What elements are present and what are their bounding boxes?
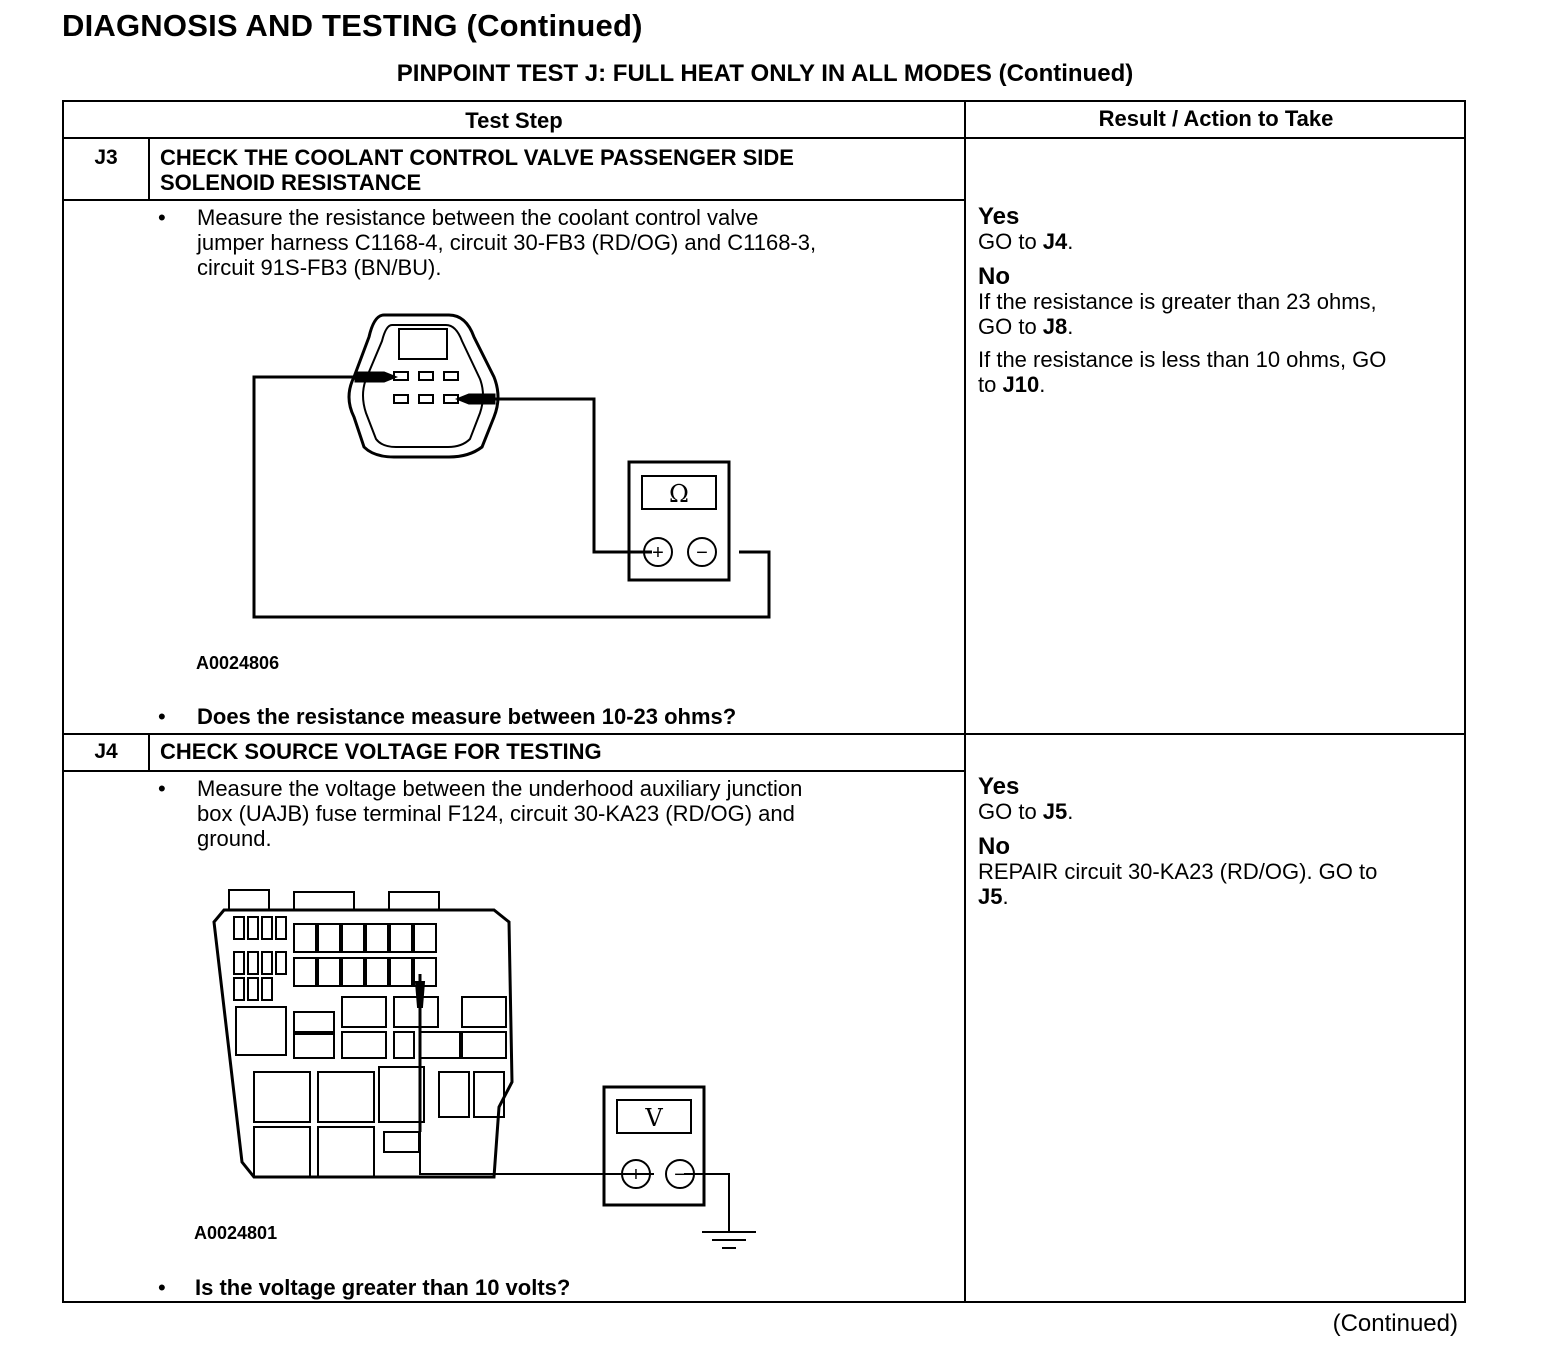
ohmmeter-plus-label: + <box>652 542 664 564</box>
pinpoint-test-title: PINPOINT TEST J: FULL HEAT ONLY IN ALL MODES (Continued) <box>396 60 1134 87</box>
connector-pin-1 <box>394 372 408 380</box>
fuse-row-lower <box>294 958 436 986</box>
j4-title-divider <box>64 770 964 772</box>
j3-id-divider <box>148 137 150 199</box>
connector-latch <box>399 329 447 359</box>
figure-id-j4: A0024801 <box>194 1223 278 1243</box>
bullet-j4-instruction: • <box>158 776 166 801</box>
step-title-j4: CHECK SOURCE VOLTAGE FOR TESTING <box>160 739 602 764</box>
ohmmeter-minus-label: − <box>696 542 708 564</box>
connector-pin-3 <box>444 372 458 380</box>
ohmmeter-symbol: Ω <box>669 480 689 508</box>
connector-pin-2 <box>419 372 433 380</box>
step-id-j4: J4 <box>94 740 118 763</box>
step-title-j3: CHECK THE COOLANT CONTROL VALVE PASSENGER SIDE SOLENOID RESISTANCE <box>160 145 794 195</box>
j4-id-divider <box>148 733 150 770</box>
result-no-text-j4: REPAIR circuit 30-KA23 (RD/OG). GO to J5. <box>978 859 1378 909</box>
bullet-j3-instruction: • <box>158 205 166 230</box>
result-yes-text-j4: GO to J5. <box>978 799 1074 824</box>
result-yes-text-j3: GO to J4. <box>978 229 1074 254</box>
result-no-label-j3: No <box>978 263 1010 290</box>
step-divider <box>64 733 1466 735</box>
instruction-j3: Measure the resistance between the coolant control valve jumper harness C1168-4, circuit 30-FB3 (RD/OG) and C1168-3, circuit 91S-FB3 (BN/BU). <box>197 205 817 280</box>
relay-3 <box>254 1127 310 1177</box>
result-no-text-2-j3: If the resistance is less than 10 ohms, GO to J10. <box>978 347 1387 397</box>
probe-left <box>356 373 394 381</box>
test-lead-right <box>459 399 652 552</box>
header-test-step: Test Step <box>465 108 563 133</box>
voltmeter-minus-label: − <box>674 1164 686 1186</box>
connector-inner-outline <box>363 325 483 447</box>
voltage-test-diagram <box>194 882 774 1222</box>
step-id-j3: J3 <box>94 146 118 169</box>
relay-1 <box>254 1072 310 1122</box>
uajb-top-tab-2 <box>294 892 354 910</box>
result-no-text-1-j3: If the resistance is greater than 23 ohms, GO to J8. <box>978 289 1377 339</box>
diagnosis-table <box>62 100 1466 1303</box>
probe-right <box>459 395 494 403</box>
j3-title-divider <box>64 199 964 201</box>
uajb-top-tab-3 <box>389 892 439 910</box>
header-divider <box>64 137 1466 139</box>
resistance-test-diagram <box>244 307 784 627</box>
instruction-j4: Measure the voltage between the underhood auxiliary junction box (UAJB) fuse terminal F124, circuit 30-KA23 (RD/OG) and ground. <box>197 776 803 851</box>
fuse-row-upper <box>294 924 436 952</box>
result-no-label-j4: No <box>978 833 1010 860</box>
question-j3: Does the resistance measure between 10-23 ohms? <box>197 704 737 729</box>
test-lead-positive <box>420 1132 654 1174</box>
question-j4: Is the voltage greater than 10 volts? <box>195 1275 571 1300</box>
bullet-j4-question: • <box>158 1275 166 1300</box>
uajb-top-tab-1 <box>229 890 269 910</box>
voltmeter-plus-label: + <box>630 1164 642 1186</box>
result-yes-label-j4: Yes <box>978 773 1020 800</box>
header-result: Result / Action to Take <box>1098 106 1334 131</box>
column-divider <box>964 102 966 1303</box>
page-heading: DIAGNOSIS AND TESTING (Continued) <box>62 8 643 43</box>
bullet-j3-question: • <box>158 704 166 729</box>
connector-c1168-outline <box>349 315 498 457</box>
connector-pin-4 <box>394 395 408 403</box>
continued-label: (Continued) <box>1332 1310 1458 1337</box>
relay-2 <box>318 1072 374 1122</box>
relay-4 <box>318 1127 374 1177</box>
voltmeter-symbol: V <box>645 1104 663 1132</box>
connector-pin-5 <box>419 395 433 403</box>
figure-id-j3: A0024806 <box>196 653 280 673</box>
result-yes-label-j3: Yes <box>978 203 1020 230</box>
